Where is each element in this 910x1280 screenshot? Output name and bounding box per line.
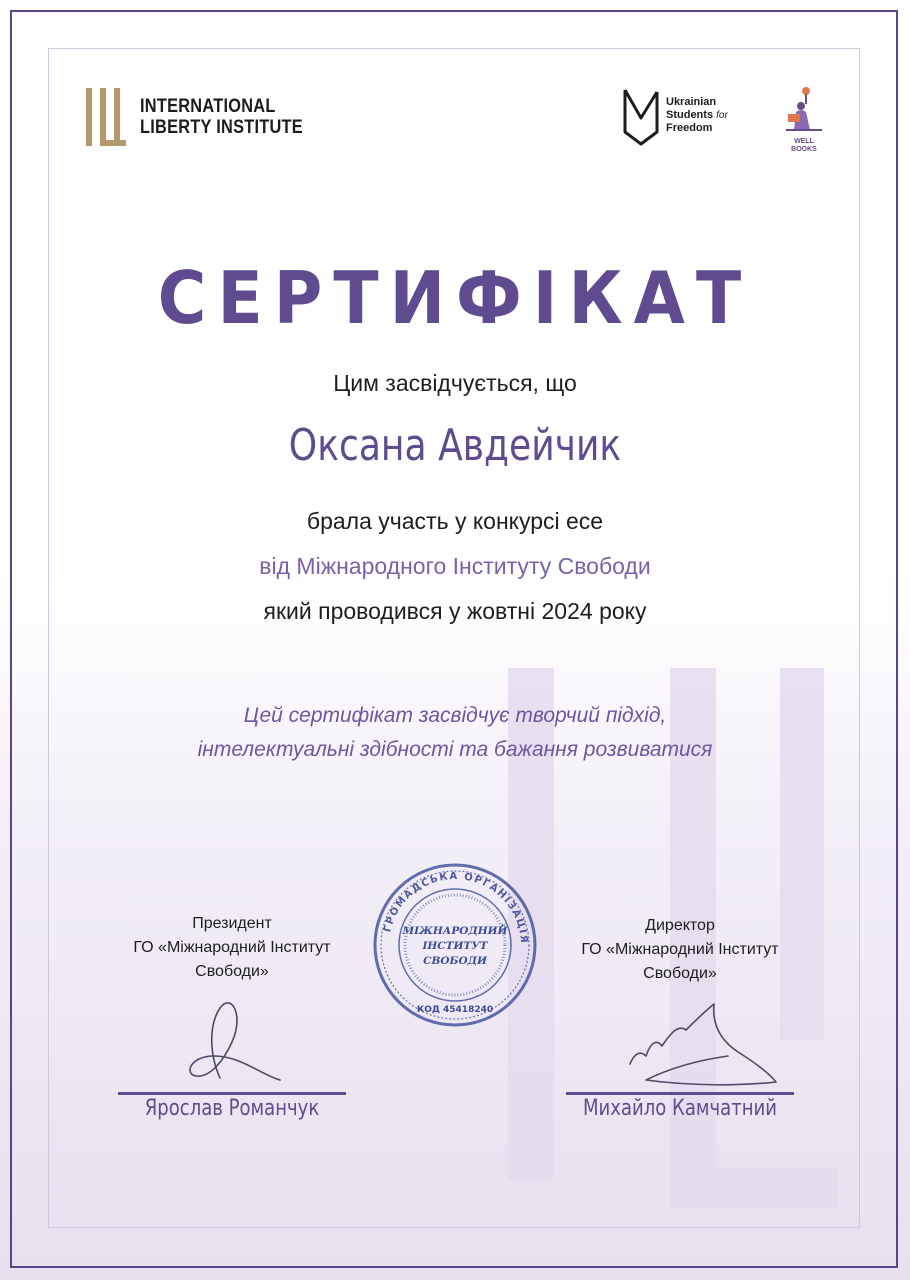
usf-logo-line2a: Students xyxy=(666,109,714,121)
stamp-line3: СВОБОДИ xyxy=(423,955,487,967)
ukrainian-students-for-freedom-logo xyxy=(622,88,728,146)
ili-mark-icon xyxy=(86,88,126,146)
right-signature-role xyxy=(550,914,810,986)
left-role-line3: Свободи» xyxy=(195,963,269,980)
stamp-ring-text: ГРОМАДСЬКА ОРГАНІЗАЦІЯ xyxy=(382,870,530,945)
certify-text: Цим засвідчується, що xyxy=(333,370,577,396)
quote-line2: інтелектуальні здібності та бажання розвиватися xyxy=(197,738,713,761)
left-signatory-name: Ярослав Романчук xyxy=(144,1096,320,1121)
usf-logo-line1: Ukrainian xyxy=(666,96,717,108)
left-role-line1: Президент xyxy=(192,915,272,932)
participation-line3: який проводився у жовтні 2024 року xyxy=(263,598,647,624)
stamp-code: КОД 45418240 xyxy=(416,1005,494,1015)
right-handwritten-signature xyxy=(620,994,790,1090)
participation-line2: від Міжнародного Інституту Свободи xyxy=(259,553,651,579)
left-signature-role xyxy=(102,912,362,984)
stamp-line2: ІНСТИТУТ xyxy=(422,940,488,952)
right-role-line1: Директор xyxy=(645,917,715,934)
right-role-line2: ГО «Міжнародний Інститут xyxy=(581,941,779,958)
ili-logo-line2: LIBERTY INSTITUTE xyxy=(140,117,303,138)
ili-logo-line1: INTERNATIONAL xyxy=(140,96,276,117)
usf-logo-line3: Freedom xyxy=(666,122,713,134)
international-liberty-institute-logo xyxy=(86,88,329,146)
right-signatory-name: Михайло Камчатний xyxy=(582,1096,777,1121)
usf-shield-icon xyxy=(622,88,660,146)
right-signature-line xyxy=(566,1092,794,1095)
wb-logo-line1: WELL xyxy=(794,138,814,145)
left-role-line2: ГО «Міжнародний Інститут xyxy=(133,939,331,956)
well-books-logo xyxy=(780,86,828,154)
certificate-title: СЕРТИФІКАТ xyxy=(157,256,753,340)
left-signature-line xyxy=(118,1092,346,1095)
right-role-line3: Свободи» xyxy=(643,965,717,982)
stamp-line1: МІЖНАРОДНИЙ xyxy=(402,925,508,937)
usf-logo-line2b: for xyxy=(716,110,728,121)
recipient-name: Оксана Авдейчик xyxy=(288,420,622,471)
left-handwritten-signature xyxy=(180,996,290,1086)
wb-logo-line2: BOOKS xyxy=(791,146,817,153)
liberty-statue-icon xyxy=(784,86,824,132)
quote-line1: Цей сертифікат засвідчує творчий підхід, xyxy=(243,704,667,727)
official-stamp xyxy=(372,862,538,1028)
participation-line1: брала участь у конкурсі есе xyxy=(306,508,604,534)
